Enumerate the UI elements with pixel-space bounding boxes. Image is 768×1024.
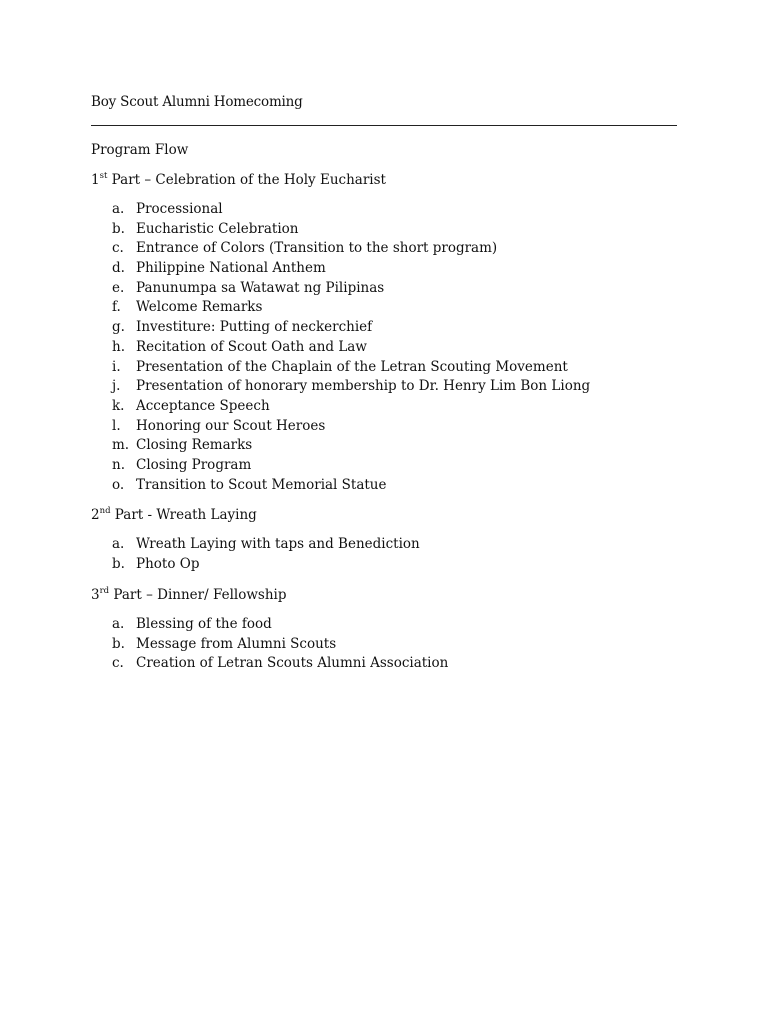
program-flow-heading: Program Flow (91, 142, 189, 158)
list-item-text: Panunumpa sa Watawat ng Pilipinas (136, 279, 385, 296)
list-marker: h. (112, 338, 125, 355)
list-marker: c. (112, 655, 124, 672)
list-marker: o. (112, 476, 125, 493)
list-item (112, 476, 590, 496)
list-item (112, 298, 590, 318)
list-item (112, 358, 590, 378)
part-3-title: Part – Dinner/ Fellowship (109, 587, 287, 603)
list-item (112, 239, 590, 259)
list-item-text: Processional (136, 201, 223, 217)
part-2-list (112, 535, 420, 574)
list-marker: c. (112, 240, 124, 257)
part-2-heading (91, 506, 257, 524)
list-item-text: Blessing of the food (136, 616, 272, 632)
part-3-heading (91, 586, 286, 604)
list-marker: n. (112, 456, 125, 473)
list-marker: j. (112, 378, 121, 395)
list-marker: i. (112, 358, 121, 375)
list-marker: l. (112, 417, 121, 434)
part-1-title: Part – Celebration of the Holy Eucharist (107, 172, 386, 188)
list-item (112, 436, 590, 456)
list-item (112, 635, 448, 655)
list-item (112, 279, 590, 299)
list-item-text: Investiture: Putting of neckerchief (136, 319, 373, 336)
list-item-text: Philippine National Anthem (136, 260, 326, 277)
part-3-list (112, 615, 448, 674)
part-1-number: 1 (91, 172, 100, 188)
list-item-text: Creation of Letran Scouts Alumni Association (136, 655, 449, 672)
document-title: Boy Scout Alumni Homecoming (91, 94, 303, 110)
list-marker: g. (112, 319, 125, 336)
part-2-number: 2 (91, 507, 100, 523)
list-item-text: Photo Op (136, 555, 200, 572)
list-item-text: Message from Alumni Scouts (136, 635, 337, 652)
list-item-text: Closing Remarks (136, 437, 253, 454)
list-marker: a. (112, 201, 125, 217)
list-item (112, 555, 420, 575)
title-divider (91, 125, 677, 126)
list-marker: b. (112, 220, 125, 237)
list-item (112, 397, 590, 417)
list-marker: b. (112, 635, 125, 652)
part-1-heading (91, 171, 386, 189)
list-item-text: Eucharistic Celebration (136, 220, 299, 237)
list-item (112, 377, 590, 397)
list-marker: a. (112, 536, 125, 552)
list-item-text: Recitation of Scout Oath and Law (136, 338, 367, 355)
list-item (112, 654, 448, 674)
part-2-title: Part - Wreath Laying (110, 507, 257, 523)
list-marker: b. (112, 555, 125, 572)
list-marker: e. (112, 279, 125, 296)
list-item-text: Closing Program (136, 456, 252, 473)
part-3-number: 3 (91, 587, 100, 603)
list-marker: m. (112, 437, 130, 454)
list-item-text: Welcome Remarks (136, 299, 263, 316)
list-marker: k. (112, 397, 125, 414)
list-marker: a. (112, 616, 125, 632)
part-3-ordinal-suffix: rd (99, 585, 110, 596)
part-1-list (112, 200, 590, 495)
list-item-text: Acceptance Speech (136, 397, 270, 414)
list-item (112, 535, 420, 555)
list-item (112, 200, 590, 220)
list-marker: d. (112, 260, 125, 277)
list-item (112, 318, 590, 338)
list-marker: f. (112, 299, 121, 316)
list-item-text: Honoring our Scout Heroes (136, 417, 326, 434)
list-item (112, 338, 590, 358)
list-item-text: Presentation of the Chaplain of the Letran Scouting Movement (136, 358, 568, 375)
part-1-ordinal-suffix: st (99, 170, 108, 181)
list-item (112, 259, 590, 279)
list-item (112, 417, 590, 437)
list-item (112, 615, 448, 635)
part-2-ordinal-suffix: nd (99, 505, 111, 516)
list-item-text: Presentation of honorary membership to Dr. Henry Lim Bon Liong (136, 378, 591, 395)
list-item-text: Transition to Scout Memorial Statue (136, 476, 387, 493)
list-item-text: Wreath Laying with taps and Benediction (136, 536, 420, 552)
list-item (112, 456, 590, 476)
list-item-text: Entrance of Colors (Transition to the short program) (136, 240, 498, 257)
list-item (112, 220, 590, 240)
